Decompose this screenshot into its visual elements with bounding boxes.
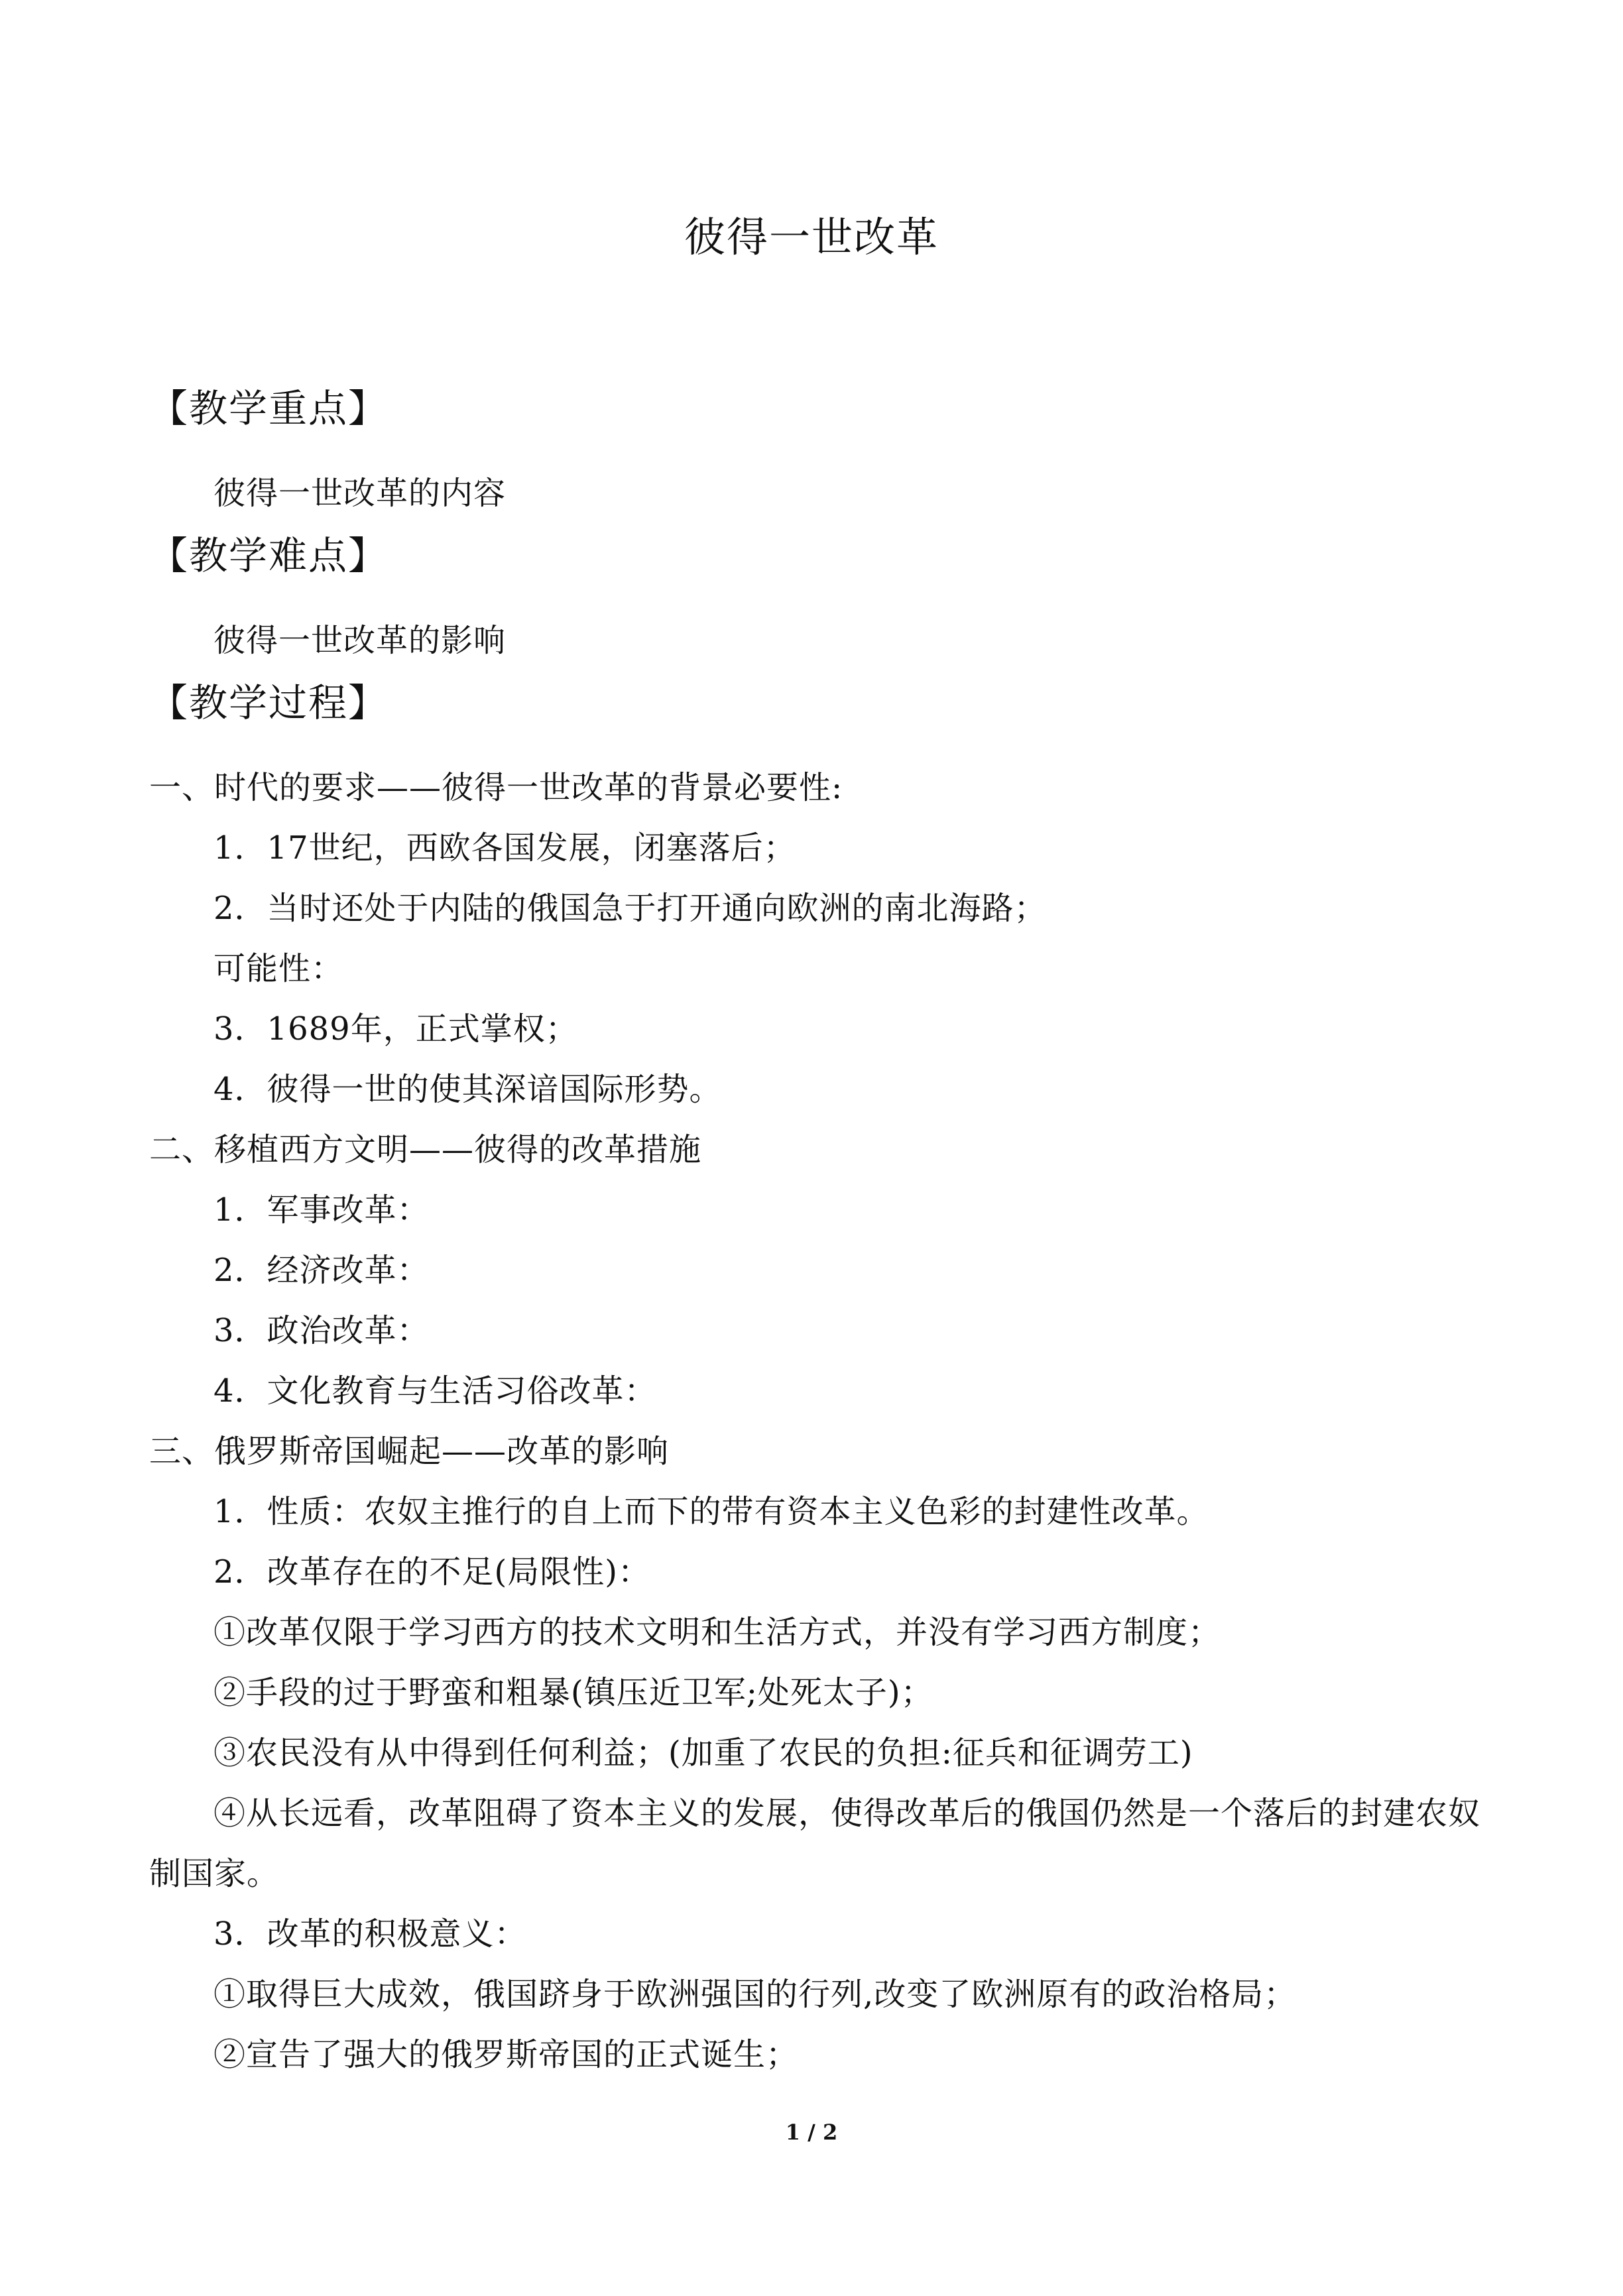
process-line-continuation: 制国家。 (149, 1855, 280, 1892)
process-line: 3．政治改革： (213, 1312, 430, 1349)
process-line: 4．文化教育与生活习俗改革： (213, 1372, 657, 1410)
difficulties-text: 彼得一世改革的影响 (213, 622, 507, 659)
process-line: ②宣告了强大的俄罗斯帝国的正式诞生； (213, 2036, 799, 2073)
key-points-text: 彼得一世改革的内容 (213, 475, 507, 512)
process-line: 2．改革存在的不足(局限性)： (213, 1553, 650, 1591)
process-line: 可能性： (213, 950, 344, 987)
process-line: ②手段的过于野蛮和粗暴(镇压近卫军;处死太子)； (213, 1674, 933, 1711)
process-line: 1．军事改革： (213, 1191, 430, 1229)
process-line: 1．17世纪，西欧各国发展，闭塞落后； (213, 829, 796, 867)
process-line: ①取得巨大成效，俄国跻身于欧洲强国的行列,改变了欧洲原有的政治格局； (213, 1976, 1297, 2013)
process-line: ④从长远看，改革阻碍了资本主义的发展，使得改革后的俄国仍然是一个落后的封建农奴 (213, 1795, 1481, 1832)
process-section-1-heading: 一、时代的要求——彼得一世改革的背景必要性: (149, 769, 843, 806)
process-line: 3．改革的积极意义： (213, 1915, 527, 1953)
process-line: ①改革仅限于学习西方的技术文明和生活方式，并没有学习西方制度； (213, 1614, 1221, 1651)
process-line: 2．当时还处于内陆的俄国急于打开通向欧洲的南北海路； (213, 890, 1047, 927)
process-line: 1．性质：农奴主推行的自上而下的带有资本主义色彩的封建性改革。 (213, 1493, 1209, 1530)
process-line: 3．1689年，正式掌权； (213, 1010, 578, 1048)
page-number: 1 / 2 (785, 2120, 838, 2145)
process-section-2-heading: 二、移植西方文明——彼得的改革措施 (149, 1131, 702, 1168)
heading-process: 【教学过程】 (149, 680, 389, 725)
process-line: 2．经济改革： (213, 1252, 430, 1289)
document-title: 彼得一世改革 (684, 213, 939, 261)
process-section-3-heading: 三、俄罗斯帝国崛起——改革的影响 (149, 1433, 670, 1470)
heading-difficulties: 【教学难点】 (149, 533, 389, 578)
process-line: 4．彼得一世的使其深谙国际形势。 (213, 1071, 722, 1108)
heading-key-points: 【教学重点】 (149, 386, 389, 431)
process-line: ③农民没有从中得到任何利益；(加重了农民的负担:征兵和征调劳工) (213, 1734, 1193, 1772)
